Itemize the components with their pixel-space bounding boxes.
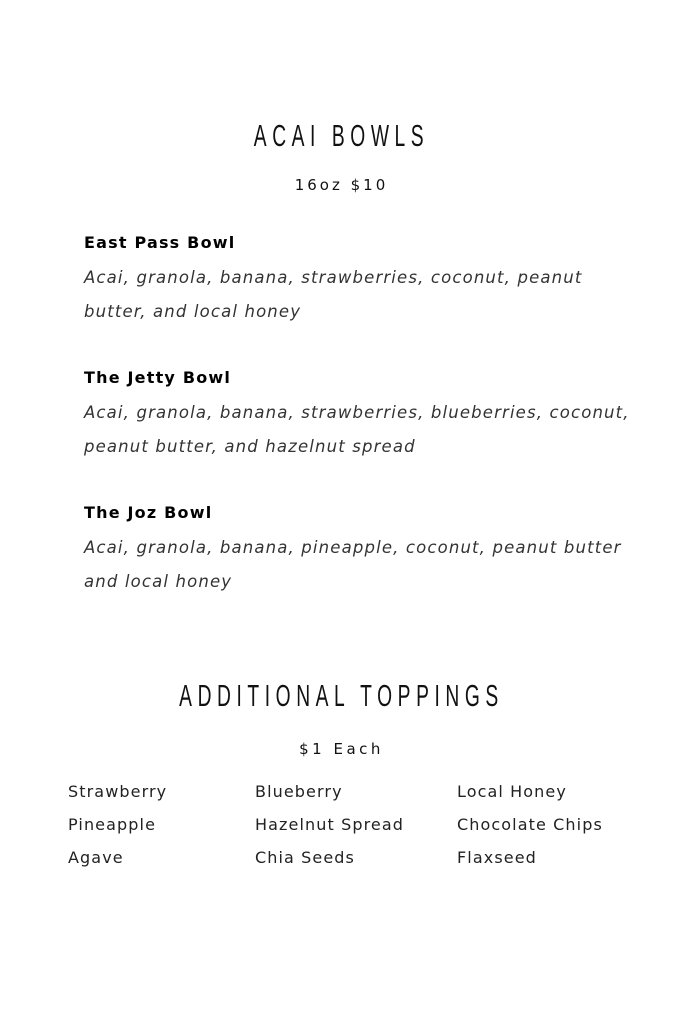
bowl-description: Acai, granola, banana, pineapple, coconut, peanut butter and local honey xyxy=(84,538,622,591)
menu-item-the-joz-bowl xyxy=(84,501,644,599)
bowl-description: Acai, granola, banana, strawberries, blueberries, coconut, peanut butter, and hazelnut spread xyxy=(84,403,630,456)
toppings-column-2 xyxy=(255,780,404,879)
additional-toppings-title: ADDITIONAL TOPPINGS xyxy=(179,678,504,713)
topping-item: Hazelnut Spread xyxy=(255,815,405,834)
toppings-column-3 xyxy=(457,780,603,879)
topping-item: Flaxseed xyxy=(457,848,537,867)
toppings-column-1 xyxy=(68,780,167,879)
acai-bowls-title: ACAI BOWLS xyxy=(253,118,430,153)
bowl-name: East Pass Bowl xyxy=(84,233,236,252)
bowl-name: The Joz Bowl xyxy=(84,503,213,522)
topping-item: Chia Seeds xyxy=(255,848,355,867)
toppings-price: $1 Each xyxy=(299,740,384,758)
topping-item: Local Honey xyxy=(457,782,567,801)
bowl-name: The Jetty Bowl xyxy=(84,368,232,387)
bowl-description: Acai, granola, banana, strawberries, coconut, peanut butter, and local honey xyxy=(84,268,583,321)
menu-item-the-jetty-bowl xyxy=(84,366,644,464)
topping-item: Strawberry xyxy=(68,782,168,801)
topping-item: Blueberry xyxy=(255,782,343,801)
topping-item: Chocolate Chips xyxy=(457,815,603,834)
menu-item-east-pass-bowl xyxy=(84,231,644,329)
acai-bowls-price: 16oz $10 xyxy=(294,176,389,194)
topping-item: Pineapple xyxy=(68,815,157,834)
topping-item: Agave xyxy=(68,848,124,867)
